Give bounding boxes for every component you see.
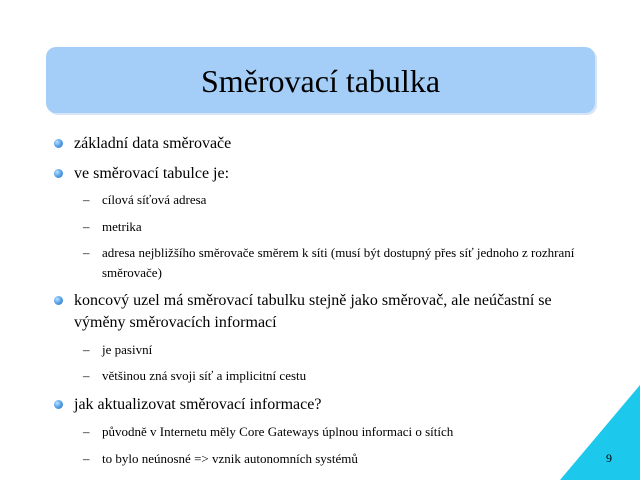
sub-bullet-item bbox=[83, 243, 592, 283]
bullet-icon bbox=[54, 169, 63, 178]
sub-bullet-item bbox=[83, 190, 592, 210]
bullet-item bbox=[74, 290, 594, 334]
corner-decoration bbox=[560, 385, 640, 480]
bullet-icon bbox=[54, 296, 63, 305]
sub-bullet-item bbox=[83, 366, 592, 386]
bullet-item bbox=[74, 163, 594, 185]
sub-bullet-text: adresa nejbližšího směrovače směrem k síti (musí být dostupný přes síť jednoho z rozhraní směrovače) bbox=[102, 245, 575, 280]
bullet-text: jak aktualizovat směrovací informace? bbox=[74, 396, 322, 413]
sub-bullet-text: cílová síťová adresa bbox=[102, 192, 207, 207]
sub-bullet-text: je pasivní bbox=[102, 342, 153, 357]
sub-bullet-item bbox=[83, 422, 592, 442]
dash-icon: – bbox=[83, 192, 90, 207]
dash-icon: – bbox=[83, 342, 90, 357]
sub-bullet-text: původně v Internetu měly Core Gateways úplnou informaci o sítích bbox=[102, 424, 454, 439]
bullet-text: základní data směrovače bbox=[74, 135, 232, 152]
bullet-icon bbox=[54, 139, 63, 148]
dash-icon: – bbox=[83, 424, 90, 439]
bullet-item bbox=[74, 394, 594, 416]
sub-bullet-text: to bylo neúnosné => vznik autonomních systémů bbox=[102, 451, 358, 466]
sub-bullet-text: většinou zná svoji síť a implicitní cestu bbox=[102, 368, 307, 383]
sub-bullet-item bbox=[83, 217, 592, 237]
dash-icon: – bbox=[83, 368, 90, 383]
dash-icon: – bbox=[83, 451, 90, 466]
bullet-icon bbox=[54, 400, 63, 409]
sub-bullet-text: metrika bbox=[102, 219, 142, 234]
dash-icon: – bbox=[83, 245, 90, 260]
dash-icon: – bbox=[83, 219, 90, 234]
sub-bullet-item bbox=[83, 449, 592, 469]
bullet-item bbox=[74, 133, 594, 155]
bullet-text: ve směrovací tabulce je: bbox=[74, 165, 230, 182]
slide-title: Směrovací tabulka bbox=[200, 63, 441, 99]
page-number: 9 bbox=[606, 451, 612, 465]
sub-bullet-item bbox=[83, 340, 592, 360]
bullet-text: koncový uzel má směrovací tabulku stejně jako směrovač, ale neúčastní se výměny směrovacích informací bbox=[74, 292, 552, 331]
